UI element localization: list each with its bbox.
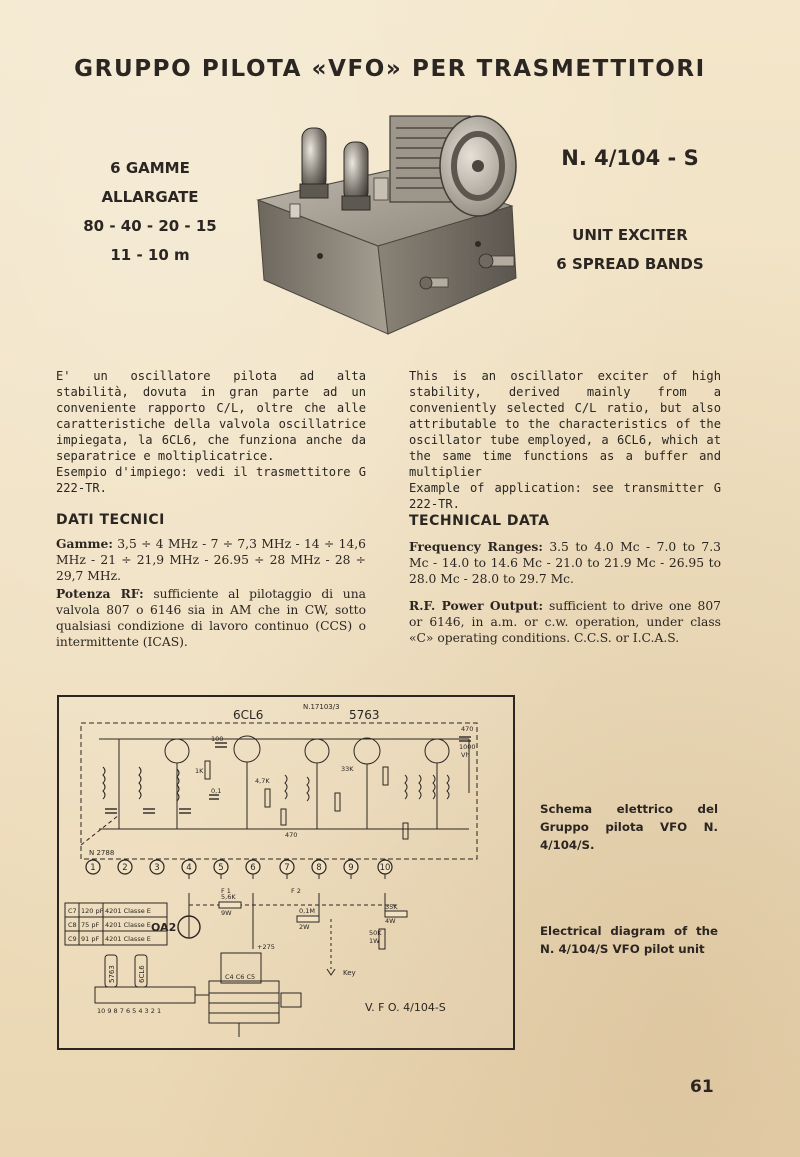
value-label: F 2 — [291, 887, 301, 895]
tech-data-english — [409, 539, 721, 657]
pin-label: 10 — [379, 863, 391, 873]
tech-heading-en: TECHNICAL DATA — [409, 513, 550, 529]
gamme-label: Gamme: — [56, 536, 113, 551]
cap-value: 75 pF — [81, 921, 100, 929]
value-label: 1000 — [459, 743, 476, 751]
tube-label-5763: 5763 — [349, 708, 380, 722]
vfo-unit-photo — [250, 108, 530, 340]
value-label: 4W — [385, 917, 396, 925]
freq-value: 3.5 to 4.0 Mc - 7.0 to 7.3 Mc - 14.0 to 14.6 Mc - 21.0 to 21.9 Mc - 26.95 to 28.0 Mc - 28.0 to 29.7 Mc. — [409, 540, 721, 586]
cap-ref: C9 — [68, 935, 77, 943]
cap-type: 4201 Classe E — [105, 921, 151, 929]
intro-en-example: Example of application: see transmitter G 222-TR. — [409, 481, 721, 511]
value-label: 0,1M — [299, 907, 315, 915]
pin-label: 8 — [316, 863, 322, 873]
value-label: 1K — [195, 767, 204, 775]
gamme-line — [56, 536, 366, 584]
value-label: +275 — [257, 943, 275, 951]
model-number: N. 4/104 - S — [561, 146, 699, 170]
schematic-svg — [59, 697, 513, 1048]
bands-italian — [60, 154, 240, 270]
oa2-label: OA2 — [151, 921, 177, 934]
value-label: 100 — [211, 735, 224, 743]
pin-label: 3 — [154, 863, 160, 873]
bands-it-line: 11 - 10 m — [110, 246, 190, 264]
schematic-diagram — [57, 695, 515, 1050]
power-label: R.F. Power Output: — [409, 598, 544, 613]
cap-ref: C7 — [68, 907, 77, 915]
value-label: 1W — [369, 937, 380, 945]
bands-en-line: UNIT EXCITER — [572, 226, 688, 244]
cap-ref: C8 — [68, 921, 77, 929]
tube-label-6cl6: 6CL6 — [233, 708, 264, 722]
tube-6cl6 — [300, 128, 328, 198]
potenza-label: Potenza RF: — [56, 586, 144, 601]
cap-value: 120 pF — [81, 907, 104, 915]
value-label: F 1 — [221, 887, 231, 895]
vfo-model-label: V. F O. 4/104-S — [365, 1001, 446, 1014]
ref-left: N 2788 — [89, 849, 115, 857]
value-label: 9W — [221, 909, 232, 917]
value-label: 0,1 — [211, 787, 222, 795]
pin-label: 9 — [348, 863, 354, 873]
intro-it-example: Esempio d'impiego: vedi il trasmettitore G 222-TR. — [56, 465, 366, 495]
value-label: 4,7K — [255, 777, 270, 785]
value-label: 470 — [285, 831, 298, 839]
freq-label: Frequency Ranges: — [409, 539, 543, 554]
chassis-tube-6cl6: 6CL6 — [138, 965, 146, 983]
intro-english — [409, 368, 721, 512]
intro-italian — [56, 368, 366, 496]
pin-label: 5 — [218, 863, 224, 873]
gamme-value: 3,5 ÷ 4 MHz - 7 ÷ 7,3 MHz - 14 ÷ 14,6 MHz - 21 ÷ 21,9 MHz - 26.95 ÷ 28 MHz - 28 ÷ 29,7 MHz. — [56, 537, 366, 583]
cap-type: 4201 Classe E — [105, 907, 151, 915]
intro-en-text: This is an oscillator exciter of high stability, derived mainly from a conveniently selected C/L ratio, but also attributable to the characteristics of the oscillator tube employed, a 6CL6, which at the same time functions as a buffer and multiplier — [409, 369, 721, 479]
cap-type: 4201 Classe E — [105, 935, 151, 943]
power-value: sufficient to drive one 807 or 6146, in a.m. or c.w. operation, under class «C» operating conditions. C.C.S. or I.C.A.S. — [409, 599, 721, 645]
caption-italian: Schema elettrico del Gruppo pilota VFO N. 4/104/S. — [540, 802, 718, 852]
tube-5763 — [342, 142, 370, 210]
bands-it-line: 80 - 40 - 20 - 15 — [83, 217, 217, 235]
value-label: 35K — [385, 903, 398, 911]
caption-english: Electrical diagram of the N. 4/104/S VFO pilot unit — [540, 924, 718, 956]
value-label: Vh — [461, 751, 470, 759]
pin-label: 6 — [250, 863, 256, 873]
pin-label: 1 — [90, 863, 96, 873]
bands-english — [540, 221, 720, 279]
value-label: 470 — [461, 725, 474, 733]
page-number: 61 — [690, 1077, 714, 1097]
bands-it-line: ALLARGATE — [101, 188, 199, 206]
power-line — [409, 598, 721, 646]
value-label: 33K — [341, 765, 354, 773]
potenza-value: sufficiente al pilotaggio di una valvola 807 o 6146 sia in AM che in CW, sotto qualsiasi condizione di lavoro continuo (CCS) o intermittente (ICAS). — [56, 587, 366, 649]
pin-label: 7 — [284, 863, 290, 873]
value-label: 2W — [299, 923, 310, 931]
pin-label: 2 — [122, 863, 128, 873]
value-label: 50K — [369, 929, 382, 937]
chassis-tube-5763: 5763 — [108, 965, 116, 983]
value-label: C4 C6 C5 — [225, 973, 256, 981]
potenza-line — [56, 586, 366, 650]
page-title: GRUPPO PILOTA «VFO» PER TRASMETTITORI — [74, 56, 706, 82]
freq-line — [409, 539, 721, 587]
bands-it-line: 6 GAMME — [110, 159, 190, 177]
ref-top: N.17103/3 — [303, 703, 340, 711]
shaft-knob — [479, 254, 514, 268]
value-label: 5,6K — [221, 893, 236, 901]
value-label: 10 9 8 7 6 5 4 3 2 1 — [97, 1007, 162, 1015]
cap-value: 91 pF — [81, 935, 100, 943]
pin-label: 4 — [186, 863, 192, 873]
intro-it-text: E' un oscillatore pilota ad alta stabilità, dovuta in gran parte ad un conveniente rapporto C/L, oltre che alle caratteristiche della valvola oscillatrice impiegata, la 6CL6, che funziona anche da separatrice e moltiplicatrice. — [56, 369, 366, 463]
bands-en-line: 6 SPREAD BANDS — [556, 255, 704, 273]
key-label: Key — [343, 969, 356, 977]
tech-heading-it: DATI TECNICI — [56, 512, 165, 528]
tech-data-italian — [56, 536, 366, 652]
